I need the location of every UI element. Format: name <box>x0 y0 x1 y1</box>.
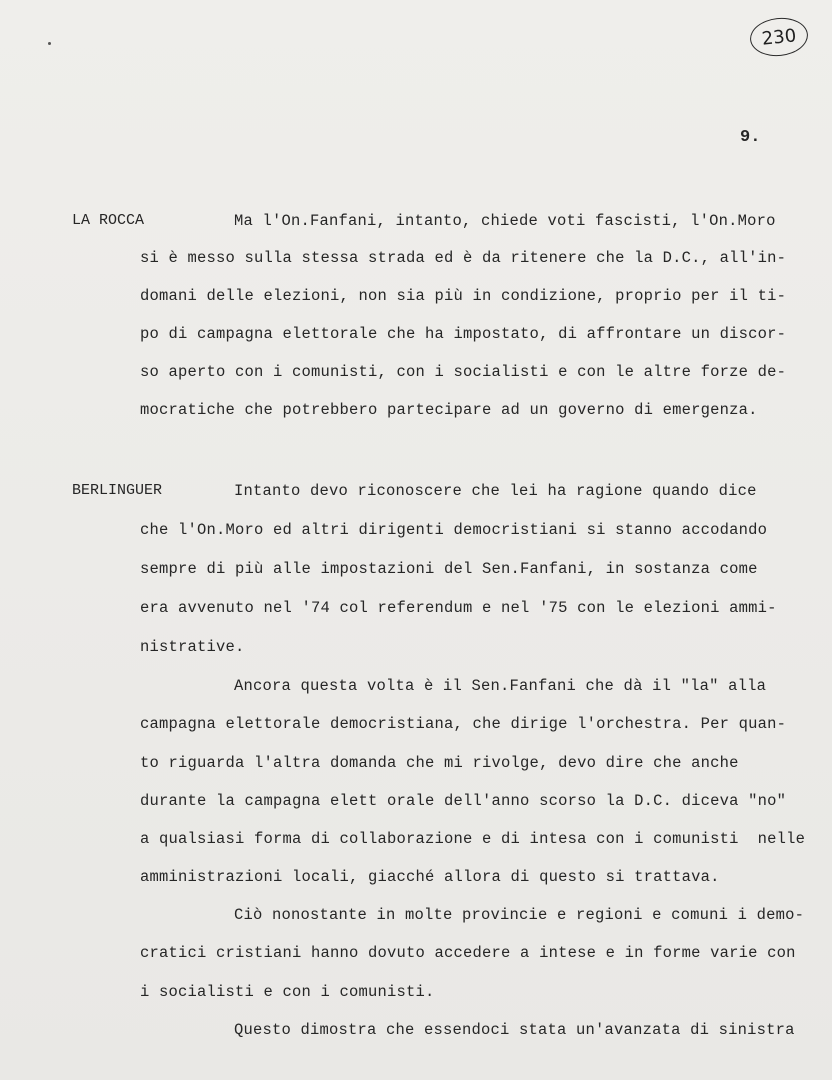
text-line: Ciò nonostante in molte provincie e regioni e comuni i demo- <box>234 906 805 924</box>
text-line: era avvenuto nel '74 col referendum e nel '75 con le elezioni ammi- <box>140 599 777 617</box>
text-line: Ancora questa volta è il Sen.Fanfani che dà il "la" alla <box>234 677 767 695</box>
text-line: sempre di più alle impostazioni del Sen.Fanfani, in sostanza come <box>140 560 758 578</box>
text-line: che l'On.Moro ed altri dirigenti democristiani si stanno accodando <box>140 521 768 539</box>
text-line: i socialisti e con i comunisti. <box>140 983 435 1001</box>
stamp-number: 230 <box>760 24 798 50</box>
text-line: mocratiche che potrebbero partecipare ad un governo di emergenza. <box>140 401 758 419</box>
text-line: Ma l'On.Fanfani, intanto, chiede voti fascisti, l'On.Moro <box>234 212 776 230</box>
text-line: si è messo sulla stessa strada ed è da ritenere che la D.C., all'in- <box>140 249 787 267</box>
text-line: to riguarda l'altra domanda che mi rivolge, devo dire che anche <box>140 754 739 772</box>
text-line: cratici cristiani hanno dovuto accedere a intese e in forme varie con <box>140 944 796 962</box>
text-line: campagna elettorale democristiana, che dirige l'orchestra. Per quan- <box>140 715 787 733</box>
speck <box>48 42 51 45</box>
text-line: Questo dimostra che essendoci stata un'avanzata di sinistra <box>234 1021 795 1039</box>
speaker-la-rocca: LA ROCCA <box>72 212 145 229</box>
text-line: domani delle elezioni, non sia più in condizione, proprio per il ti- <box>140 287 787 305</box>
text-line: Intanto devo riconoscere che lei ha ragione quando dice <box>234 482 757 500</box>
text-line: po di campagna elettorale che ha impostato, di affrontare un discor- <box>140 325 787 343</box>
text-line: so aperto con i comunisti, con i socialisti e con le altre forze de- <box>140 363 787 381</box>
text-line: amministrazioni locali, giacché allora di questo si trattava. <box>140 868 720 886</box>
page-number: 9. <box>740 128 761 147</box>
archive-stamp <box>748 15 810 59</box>
speaker-berlinguer: BERLINGUER <box>72 482 163 499</box>
text-line: durante la campagna elett orale dell'anno scorso la D.C. diceva "no" <box>140 792 787 810</box>
text-line: nistrative. <box>140 638 245 656</box>
text-line: a qualsiasi forma di collaborazione e di intesa con i comunisti nelle <box>140 830 806 848</box>
